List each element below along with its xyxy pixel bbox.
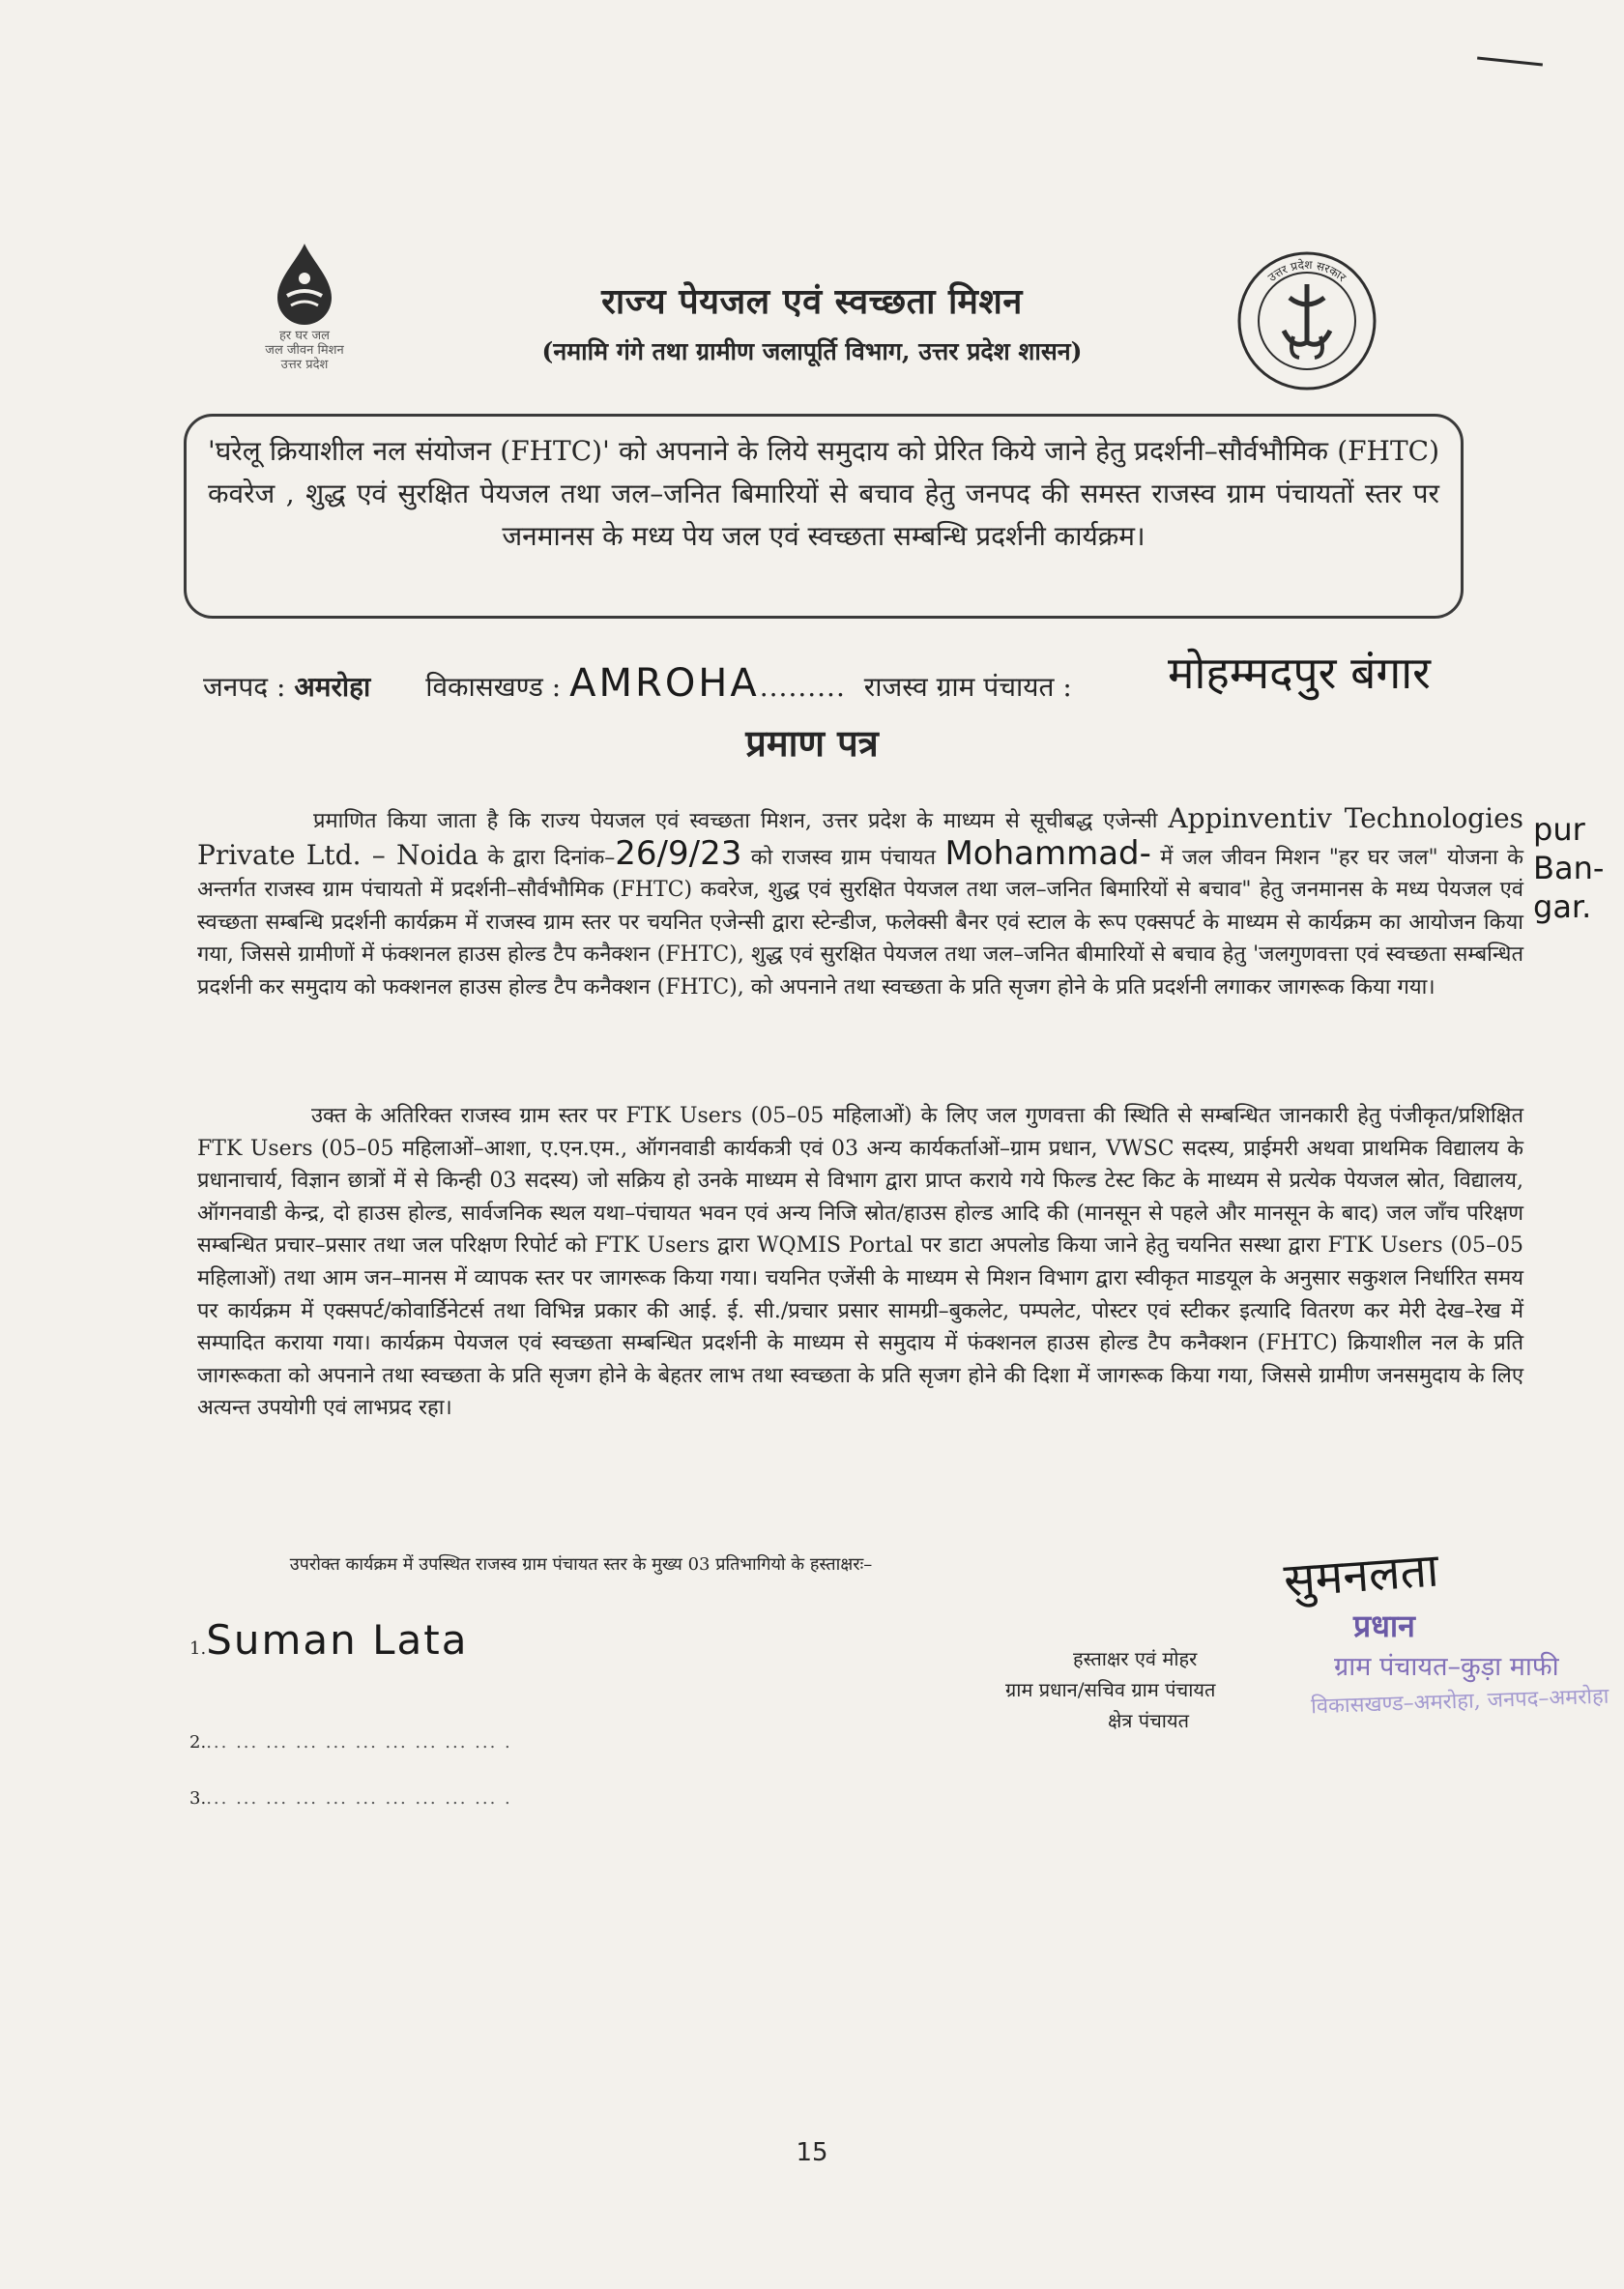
signature-line: ... ... ... ... ... ... ... ... ... ... . [206,1788,512,1809]
margin-handwritten-note: pur Ban-gar. [1533,811,1605,925]
village-name-handwritten: Mohammad- [944,833,1151,873]
logo-caption-2: जल जीवन मिशन [265,343,344,358]
signatory-block [1005,1643,1215,1736]
pradhan-stamp-designation: प्रधान [1353,1608,1415,1644]
signatory-line-2: ग्राम प्रधान/सचिव ग्राम पंचायत [1005,1678,1216,1701]
participant-number: 3. [189,1788,207,1809]
signatory-line-1: हस्ताक्षर एवं मोहर [1073,1647,1198,1670]
participant-row-1 [189,1616,468,1664]
mission-subtitle: (नमामि गंगे तथा ग्रामीण जलापूर्ति विभाग, उत्तर प्रदेश शासन) [541,337,1083,365]
certificate-title: प्रमाण पत्र [745,721,879,765]
para1-text-b: के द्वारा दिनांक– [487,845,616,870]
district-value: अमरोहा [294,671,371,703]
para1-text-d: में जल जीवन मिशन "हर घर जल" योजना के अन्तर्गत राजस्व ग्राम पंचायतो में प्रदर्शनी–सौर्वभौमिक (FHTC) कवरेज, शुद्ध एवं सुरक्षित पेयजल तथा जल–जनित बिमारियों से बचाव" हेतु जनमानस के मध्य पेयजल एवं स्वच्छता सम्बन्धि प्रदर्शनी कार्यक्रम में राजस्व ग्राम स्तर पर चयनित एजेन्सी द्वारा स्टेन्डीज, फलेक्सी बैनर एवं स्टाल के रूप एक्सपर्ट के माध्यम से कार्यक्रम का आयोजन किया गया, जिससे ग्रामीणों में फंक्शनल हाउस होल्ड टैप कनैक्शन (FHTC), शुद्ध एवं सुरक्षित पेयजल तथा जल–जनित बीमारियों से बचाव हेतु 'जलगुणवत्ता एवं स्वच्छता सम्बन्धित प्रदर्शनी कर समुदाय को फक्शनल हाउस होल्ड टैप कनैक्शन (FHTC), को अपनाने तथा स्वच्छता के प्रति सृजग होने के प्रति प्रदर्शनी लगाकर जागरूक किया गया। [197,845,1523,1000]
programme-date-handwritten: 26/9/23 [615,833,742,873]
logo-caption-3: उत्तर प्रदेश [280,358,329,372]
panchayat-value-handwritten: मोहम्मदपुर बंगार [1168,647,1431,699]
panchayat-stamp-line-1: ग्राम पंचायत–कुड़ा माफी [1334,1652,1559,1682]
agency-name: Appinventiv Technologies Private Ltd. – Noida [197,802,1524,871]
district-label: जनपद : [203,671,286,703]
mission-title: राज्य पेयजल एवं स्वच्छता मिशन [601,281,1023,322]
participant-signature-handwritten: Suman Lata [206,1616,469,1664]
emblem-arc-text: उत्तर प्रदेश सरकार [1264,257,1349,285]
participants-note: उपरोक्त कार्यक्रम में उपस्थित राजस्व ग्राम पंचायत स्तर के मुख्य 03 प्रतिभागियो के हस्ताक्षरः– [289,1554,873,1575]
panchayat-stamp-line-2: विकासखण्ड–अमरोहा, जनपद–अमरोहा [1310,1684,1610,1720]
signatory-line-3: क्षेत्र पंचायत [1108,1709,1189,1732]
participant-row-2 [189,1732,512,1753]
participant-row-3 [189,1788,512,1809]
certificate-paragraph-2: उक्त के अतिरिक्त राजस्व ग्राम स्तर पर FTK Users (05–05 महिलाओं) के लिए जल गुणवत्ता की स्थिति से सम्बन्धित जानकारी हेतु पंजीकृत/प्रशिक्षित FTK Users (05–05 महिलाओं–आशा, ए.एन.एम., ऑगनवाडी कार्यकत्री एवं 03 अन्य कार्यकर्ताओं–ग्राम प्रधान, VWSC सदस्य, प्राईमरी अथवा प्राथमिक विद्यालय के प्रधानाचार्य, विज्ञान छात्रों में से किन्ही 03 सदस्य) जो सक्रिय हो उनके माध्यम से विभाग द्वारा प्राप्त कराये गये फिल्ड टेस्ट किट के माध्यम से प्रत्येक पेयजल स्रोत, विद्यालय, ऑगनवाडी केन्द्र, दो हाउस होल्ड, सार्वजनिक स्थल यथा–पंचायत भवन एवं अन्य निजि स्रोत/हाउस होल्ड आदि की (मानसून से पहले और मानसून के बाद) जल जाँच परिक्षण सम्बन्धित प्रचार–प्रसार तथा जल परिक्षण रिपोर्ट को FTK Users द्वारा WQMIS Portal पर डाटा अपलोड किया जाने हेतु चयनित सस्था द्वारा FTK Users (05–05 महिलाओं) तथा आम जन–मानस में व्यापक स्तर पर जागरूक किया गया। चयनित एजेंसी के माध्यम से मिशन विभाग द्वारा स्वीकृत माडयूल के अनुसार सकुशल निर्धारित समय पर कार्यक्रम में एक्सपर्ट/कोवार्डिनेटर्स तथा विभिन्न प्रकार की आई. ई. सी./प्रचार प्रसार सामग्री–बुकलेट, पम्पलेट, पोस्टर एवं स्टीकर इत्यादि वितरण कर मेरी देख–रेख में सम्पादित कराया गया। कार्यक्रम पेयजल एवं स्वच्छता सम्बन्धित प्रदर्शनी के माध्यम से समुदाय में फंक्शनल हाउस होल्ड टैप कनैक्शन (FHTC) क्रियाशील नल के प्रति जागरूकता को अपनाने तथा स्वच्छता के प्रति सृजग होने के बेहतर लाभ तथा स्वच्छता के प्रति सृजग होने की दिशा में जागरूक किया गया, जिससे ग्रामीण जनसमुदाय के लिए अत्यन्त उपयोगी एवं लाभप्रद रहा। [197,1104,1523,1421]
page-number: 15 [796,2138,828,2167]
pradhan-signature-handwritten: सुमनलता [1282,1543,1441,1608]
participant-number: 1. [189,1638,207,1659]
programme-description-box: 'घरेलू क्रियाशील नल संयोजन (FHTC)' को अपनाने के लिये समुदाय को प्रेरित किये जाने हेतु प्रदर्शनी–सौर्वभौमिक (FHTC) कवरेज , शुद्ध एवं सुरक्षित पेयजल तथा जल–जनित बिमारियों से बचाव हेतु जनपद की समस्त राजस्व ग्राम पंचायतों स्तर पर जनमानस के मध्य पेय जल एवं स्वच्छता सम्बन्धि प्रदर्शनी कार्यक्रम। [184,414,1464,619]
panchayat-label: राजस्व ग्राम पंचायत : [863,671,1072,703]
logo-caption-1: हर घर जल [279,329,330,343]
certificate-paragraph-1 [197,802,1523,1004]
participant-number: 2. [189,1732,207,1753]
para1-text-c: को राजस्व ग्राम पंचायत [750,845,937,870]
location-line [203,661,1072,706]
block-dots: ......... [759,671,846,703]
block-label: विकासखण्ड : [425,671,562,703]
signature-line: ... ... ... ... ... ... ... ... ... ... . [206,1732,512,1753]
para1-text-a: प्रमाणित किया जाता है कि राज्य पेयजल एवं स्वच्छता मिशन, उत्तर प्रदेश के माध्यम से सूचीबद्ध एजेन्सी [313,809,1158,833]
block-value-handwritten: AMROHA [569,661,760,706]
pen-stroke-mark [1477,56,1543,66]
